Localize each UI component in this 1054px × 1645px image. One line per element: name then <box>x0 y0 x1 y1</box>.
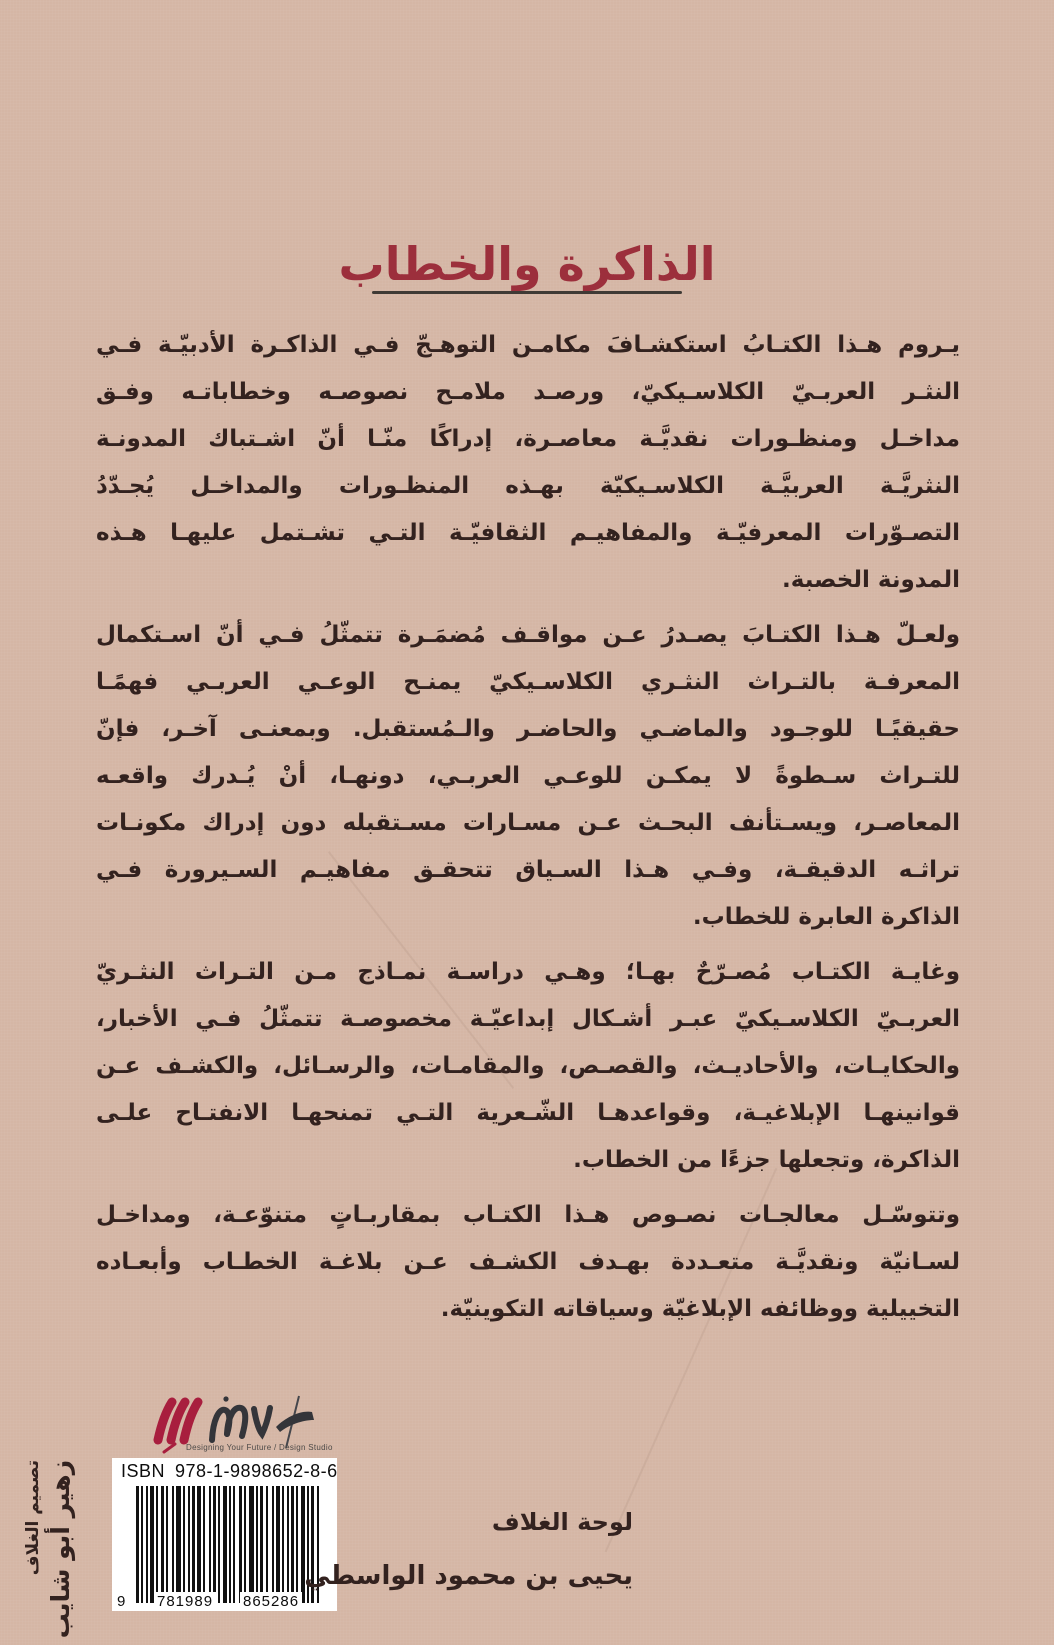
barcode-bar <box>239 1486 242 1603</box>
paragraph-line: وتتوسّـل معالجـات نصـوص هـذا الكتـاب بمقاربـاتٍ متنوّعـة، ومداخـل <box>96 1202 960 1228</box>
barcode-bar <box>233 1486 235 1603</box>
paragraph-line: مداخـل ومنظـورات نقديَّـة معاصـرة، إدراكًا منّـا أنّ اشـتباك المدونـة <box>96 426 960 452</box>
barcode-bar <box>287 1486 289 1603</box>
barcode-bar <box>296 1486 298 1603</box>
barcode-digit-group: 781989 <box>154 1592 216 1611</box>
isbn-label: ISBN <box>121 1461 166 1481</box>
cover-design-credit <box>8 1460 92 1645</box>
barcode-bar <box>188 1486 190 1603</box>
paragraph-line: المعاصـر، ويسـتأنف البحـث عـن مسـارات مسـتقبله دون إدراك مكونـات <box>96 810 960 836</box>
paragraph-line: الذاكرة، وتجعلها جزءًا من الخطاب. <box>573 1147 960 1173</box>
cover-design-credit-name: زهير أبو شايب <box>46 1460 75 1639</box>
paragraph-line: النثريَّـة العربيَّـة الكلاسـيكيّة بهـذه المنظـورات والمداخـل يُجـدّدُ <box>96 473 960 499</box>
barcode-bar <box>166 1486 168 1603</box>
cover-art-credit <box>304 1502 633 1596</box>
paragraph-line: لسـانيّة ونقديَّـة متعـددة بهـدف الكشـف عـن بلاغـة الخطـاب وأبعـاده <box>96 1249 960 1275</box>
cover-art-credit-label: لوحة الغلاف <box>491 1508 633 1536</box>
barcode-bar <box>136 1486 139 1603</box>
barcode-digit-group: 865286 <box>240 1592 302 1611</box>
paragraph-line: التخييلية ووظائفه الإبلاغيّة وسياقاته التكوينيّة. <box>440 1296 960 1322</box>
paragraph-line: ولعـلّ هـذا الكتـابَ يصـدرُ عـن مواقـف مُضمَـرة تتمثّلُ فـي أنّ اسـتكمال <box>96 622 960 648</box>
cover-art-credit-name: يحيى بن محمود الواسطي <box>304 1561 633 1591</box>
paragraph-line: للتـراث سـطوةً لا يمكـن للوعـي العربـي، دونهـا، أنْ يُـدرك واقعـه <box>96 763 960 789</box>
barcode-bar <box>218 1486 220 1603</box>
barcode-bar <box>282 1486 284 1603</box>
barcode-bar <box>272 1486 274 1603</box>
title-underline <box>372 291 682 294</box>
paragraph-line: والحكايـات، والأحاديـث، والقصـص، والمقامـات، والرسـائل، والكشـف عـن <box>96 1053 960 1079</box>
paragraph-line: الذاكرة العابرة للخطاب. <box>692 904 960 930</box>
paragraph-line: النثـر العربـيّ الكلاسـيكيّ، ورصـد ملامـح نصوصـه وخطاباتـه وفـق <box>96 379 960 405</box>
paragraph-line: وغايـة الكتـاب مُصـرّحٌ بهـا؛ وهـي دراسـة نمـاذج مـن التـراث النثـريّ <box>96 959 960 985</box>
paragraph-line: المدونة الخصبة. <box>782 567 960 593</box>
paragraph-line: العربـيّ الكلاسـيكيّ عبـر أشـكال إبداعيّـة مخصوصـة تتمثّلُ فـي الأخبار، <box>96 1006 960 1032</box>
cover-design-credit-label: تصميم الغلاف <box>23 1460 43 1576</box>
barcode-bar <box>209 1486 211 1603</box>
barcode-bar <box>161 1486 164 1603</box>
paragraph <box>96 1192 960 1333</box>
barcode-bar <box>223 1486 227 1603</box>
book-title: الذاكرة والخطاب <box>338 236 716 291</box>
barcode-bar <box>244 1486 246 1603</box>
barcode-bar <box>172 1486 174 1603</box>
barcode-bar <box>156 1486 158 1603</box>
blurb-text <box>96 322 960 1333</box>
paragraph <box>96 322 960 604</box>
barcode-bar <box>146 1486 148 1603</box>
paragraph-line: يـروم هـذا الكتـابُ استكشـافَ مكامـن التوهـجّ فـي الذاكـرة الأدبيّـة فـي <box>96 332 960 358</box>
paragraph-line: تراثـه الدقيقـة، وفـي هـذا السـياق تتحقـق مفاهيـم السـيرورة فـي <box>96 857 960 883</box>
paragraph-line: حقيقيًـا للوجـود والماضـي والحاضـر والـمُستقبل. وبمعنـى آخـر، فإنّ <box>96 716 960 742</box>
barcode-bar <box>249 1486 254 1603</box>
barcode-bar <box>291 1486 294 1603</box>
barcode-bar <box>213 1486 216 1603</box>
paragraph <box>96 949 960 1184</box>
barcode-bar <box>176 1486 181 1603</box>
barcode-bar <box>203 1486 205 1603</box>
paragraph-line: المعرفـة بالتـراث النثـري الكلاسـيكيّ يمنـح الوعـي العربـي فهمًـا <box>96 669 960 695</box>
barcode-bar <box>192 1486 195 1603</box>
barcode-bar <box>197 1486 201 1603</box>
paragraph-line: قوانينهـا الإبلاغيـة، وقواعدهـا الشّـعرية التـي تمنحهـا الانفتـاح علـى <box>96 1100 960 1126</box>
paragraph-line: التصـوّرات المعرفيّـة والمفاهيـم الثقافيّـة التـي تشـتمل عليهـا هـذه <box>96 520 960 546</box>
barcode-bar <box>256 1486 258 1603</box>
barcode-bar <box>229 1486 231 1603</box>
barcode-bar <box>276 1486 280 1603</box>
barcode-digit-lead: 9 <box>113 1592 130 1611</box>
isbn-number <box>121 1461 338 1482</box>
barcode-bar <box>266 1486 268 1603</box>
paragraph <box>96 612 960 941</box>
barcode-bar <box>141 1486 143 1603</box>
barcode-bar <box>183 1486 185 1603</box>
isbn-barcode-panel <box>112 1458 337 1611</box>
barcode-bar <box>150 1486 154 1603</box>
publisher-tagline: Designing Your Future / Design Studio <box>186 1443 333 1452</box>
barcode-bar <box>260 1486 263 1603</box>
isbn-value: 978-1-9898652-8-6 <box>175 1461 338 1481</box>
barcode-bars <box>136 1486 325 1603</box>
